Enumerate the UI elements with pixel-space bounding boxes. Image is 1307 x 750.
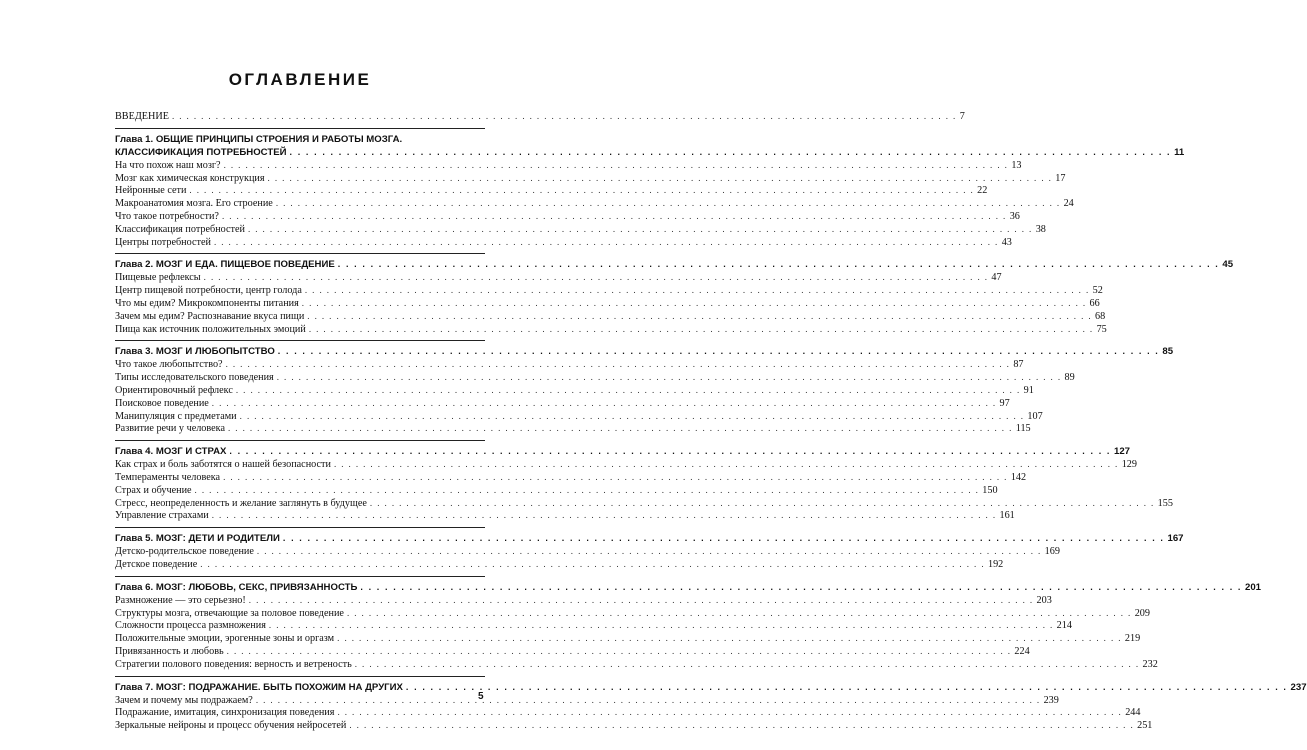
toc-entry-label: Мозг как химическая конструкция	[115, 172, 265, 184]
chapter-page: 237	[1290, 681, 1307, 693]
dot-leader	[302, 297, 1087, 310]
toc-entry[interactable]	[115, 645, 1030, 658]
toc-entry[interactable]	[115, 297, 1100, 310]
chapter-title: КЛАССИФИКАЦИЯ ПОТРЕБНОСТЕЙ	[115, 146, 287, 158]
dot-leader	[347, 607, 1132, 620]
dot-leader	[337, 632, 1122, 645]
toc-entry-page: 115	[1015, 423, 1031, 435]
toc-entry-label: Детское поведение	[115, 558, 198, 570]
toc-entry-page: 232	[1142, 658, 1158, 670]
toc-entry[interactable]	[115, 694, 1059, 707]
toc-entry-page: 87	[1013, 359, 1024, 371]
dot-leader	[268, 172, 1053, 185]
toc-entry-page: 22	[977, 185, 988, 197]
chapter-heading[interactable]	[115, 681, 1307, 694]
dot-leader	[307, 310, 1092, 323]
chapter-heading[interactable]	[115, 445, 1131, 458]
toc-entry[interactable]	[115, 371, 1075, 384]
toc-entry-page: 155	[1157, 497, 1173, 509]
toc-entry-page: 47	[991, 272, 1002, 284]
toc-entry[interactable]	[115, 397, 1010, 410]
toc-entry-label: Ориентировочный рефлекс	[115, 384, 233, 396]
dot-leader	[305, 284, 1090, 297]
toc-entry-label: Что такое потребности?	[115, 210, 219, 222]
dot-leader	[227, 645, 1012, 658]
toc-entry-label: Зачем мы едим? Распознавание вкуса пищи	[115, 310, 305, 322]
toc-entry[interactable]	[115, 210, 1020, 223]
toc-entry-label: Манипуляция с предметами	[115, 410, 237, 422]
dot-leader	[338, 258, 1220, 271]
chapter-heading[interactable]	[115, 532, 1184, 545]
chapter-divider	[115, 576, 485, 577]
toc-entry-label: Страх и обучение	[115, 484, 192, 496]
chapter-title: Глава 2. МОЗГ И ЕДА. ПИЩЕВОЕ ПОВЕДЕНИЕ	[115, 259, 335, 271]
toc-entry-page: 203	[1036, 594, 1052, 606]
toc-entry-page: 24	[1063, 198, 1074, 210]
toc-entry-page: 75	[1096, 323, 1107, 335]
dot-leader	[360, 581, 1242, 594]
toc-entry-page: 192	[987, 558, 1004, 570]
chapter-divider	[115, 340, 485, 341]
toc-entry-label: Подражание, имитация, синхронизация поведения	[115, 707, 335, 719]
toc-entry-label: Что такое любопытство?	[115, 359, 223, 371]
toc-entry[interactable]	[115, 236, 1012, 249]
toc-entry-label: Детско-родительское поведение	[115, 546, 254, 558]
dot-leader	[283, 532, 1165, 545]
toc-entry-label: Зеркальные нейроны и процесс обучения нейросетей	[115, 720, 347, 732]
chapter-page: 11	[1174, 146, 1185, 158]
dot-leader	[349, 719, 1134, 732]
toc-entry[interactable]	[115, 223, 1046, 236]
toc-entry-label: Зачем и почему мы подражаем?	[115, 694, 253, 706]
toc-entry-label: Положительные эмоции, эрогенные зоны и оргазм	[115, 633, 335, 645]
toc-entry[interactable]	[115, 384, 1034, 397]
toc-entry[interactable]	[115, 310, 1106, 323]
chapter-title: Глава 6. МОЗГ: ЛЮБОВЬ, СЕКС, ПРИВЯЗАННОСТЬ	[115, 581, 358, 593]
toc-entry-page: 43	[1001, 236, 1012, 248]
dot-leader	[276, 197, 1061, 210]
dot-leader	[278, 345, 1160, 358]
toc-entry-page: 91	[1023, 384, 1034, 396]
toc-entry-page: 66	[1089, 297, 1100, 309]
table-of-contents	[115, 110, 1307, 732]
dot-leader	[236, 384, 1021, 397]
chapter-title: Глава 7. МОЗГ: ПОДРАЖАНИЕ. БЫТЬ ПОХОЖИМ НА ДРУГИХ	[115, 681, 403, 693]
dot-leader	[212, 509, 997, 522]
chapter-divider	[115, 676, 485, 677]
chapter-page: 127	[1114, 446, 1131, 458]
dot-leader	[226, 358, 1011, 371]
toc-entry-page: 219	[1124, 633, 1141, 645]
dot-leader	[355, 658, 1140, 671]
toc-entry-label: Сложности процесса размножения	[115, 620, 266, 632]
chapter-heading[interactable]	[115, 258, 1234, 271]
dot-leader	[277, 371, 1062, 384]
toc-entry[interactable]	[115, 632, 1141, 645]
toc-entry-label: Размножение — это серьезно!	[115, 594, 246, 606]
toc-entry-label: Стратегии полового поведения: верность и ветреность	[115, 658, 352, 670]
toc-entry-label: Развитие речи у человека	[115, 423, 225, 435]
chapter-title: Глава 5. МОЗГ: ДЕТИ И РОДИТЕЛИ	[115, 533, 280, 545]
toc-entry[interactable]	[115, 619, 1072, 632]
dot-leader	[212, 397, 997, 410]
toc-entry-label: Стресс, неопределенность и желание заглянуть в будущее	[115, 497, 367, 509]
toc-entry[interactable]	[115, 706, 1141, 719]
chapter-heading[interactable]	[115, 581, 1262, 594]
chapter-divider	[115, 253, 485, 254]
toc-entry-label: Управление страхами	[115, 510, 209, 522]
toc-entry[interactable]	[115, 323, 1107, 336]
toc-entry-intro[interactable]	[115, 110, 965, 123]
toc-entry-page: 7	[959, 111, 965, 122]
toc-entry[interactable]	[115, 458, 1137, 471]
dot-leader	[406, 681, 1288, 694]
toc-entry[interactable]	[115, 509, 1015, 522]
toc-entry-label: Классификация потребностей	[115, 223, 245, 235]
toc-entry-page: 36	[1009, 210, 1020, 222]
toc-entry-page: 239	[1043, 694, 1059, 706]
toc-entry[interactable]	[115, 497, 1173, 510]
toc-entry-label: Типы исследовательского поведения	[115, 372, 274, 384]
toc-entry-page: 17	[1055, 172, 1066, 184]
toc-entry-label: Центр пищевой потребности, центр голода	[115, 285, 302, 297]
toc-entry-page: 150	[982, 484, 998, 496]
toc-entry[interactable]	[115, 358, 1024, 371]
toc-entry[interactable]	[115, 172, 1066, 185]
toc-entry-page: 169	[1044, 546, 1060, 558]
toc-entry-page: 97	[999, 397, 1010, 409]
dot-leader	[222, 210, 1007, 223]
toc-entry[interactable]	[115, 284, 1103, 297]
chapter-page: 85	[1162, 346, 1174, 358]
dot-leader	[224, 159, 1009, 172]
toc-entry-page: 107	[1027, 410, 1043, 422]
dot-leader	[257, 545, 1042, 558]
toc-entry[interactable]	[115, 607, 1150, 620]
dot-leader	[229, 445, 1111, 458]
toc-entry[interactable]	[115, 545, 1060, 558]
toc-entry-label: Макроанатомия мозга. Его строение	[115, 198, 273, 210]
chapter-page: 45	[1222, 259, 1234, 271]
chapter-page: 167	[1167, 533, 1184, 545]
chapter-divider	[115, 527, 485, 528]
dot-leader	[269, 619, 1054, 632]
dot-leader	[204, 271, 989, 284]
chapter-divider	[115, 440, 485, 441]
toc-entry[interactable]	[115, 594, 1052, 607]
dot-leader	[290, 146, 1172, 159]
toc-entry-page: 244	[1125, 707, 1141, 719]
toc-entry-page: 209	[1134, 607, 1150, 619]
chapter-title: Глава 3. МОЗГ И ЛЮБОПЫТСТВО	[115, 346, 275, 358]
toc-entry-page: 89	[1064, 372, 1075, 384]
dot-leader	[228, 422, 1013, 435]
chapter-divider	[115, 128, 485, 129]
toc-entry[interactable]	[115, 558, 1004, 571]
toc-entry-label: Поисковое поведение	[115, 397, 209, 409]
toc-entry-label: Темпераменты человека	[115, 471, 221, 483]
toc-entry-label: Нейронные сети	[115, 185, 187, 197]
toc-entry-label: Привязанность и любовь	[115, 645, 224, 657]
page-title: ОГЛАВЛЕНИЕ	[228, 70, 372, 89]
dot-leader	[370, 497, 1155, 510]
toc-entry-page: 68	[1095, 310, 1106, 322]
chapter-heading[interactable]	[115, 146, 1185, 159]
dot-leader	[189, 184, 974, 197]
toc-entry-label: Структуры мозга, отвечающие за половое поведение	[115, 607, 344, 619]
dot-leader	[249, 594, 1034, 607]
dot-leader	[309, 323, 1094, 336]
toc-entry[interactable]	[115, 471, 1027, 484]
toc-entry-page: 52	[1092, 285, 1103, 297]
toc-entry-label: Пища как источник положительных эмоций	[115, 323, 306, 335]
toc-entry[interactable]	[115, 658, 1158, 671]
toc-entry-label: Как страх и боль заботятся о нашей безопасности	[115, 459, 331, 471]
toc-entry-label: На что похож наш мозг?	[115, 159, 221, 171]
toc-entry[interactable]	[115, 422, 1031, 435]
toc-entry[interactable]	[115, 271, 1002, 284]
dot-leader	[214, 236, 999, 249]
dot-leader	[337, 706, 1122, 719]
toc-entry-page: 224	[1014, 645, 1030, 657]
toc-entry[interactable]	[115, 197, 1074, 210]
toc-entry[interactable]	[115, 159, 1022, 172]
toc-entry-page: 214	[1056, 620, 1072, 632]
toc-entry-label: Центры потребностей	[115, 236, 211, 248]
toc-entry-label: ВВЕДЕНИЕ	[115, 111, 169, 122]
dot-leader	[248, 223, 1033, 236]
chapter-title: Глава 4. МОЗГ И СТРАХ	[115, 446, 227, 458]
chapter-heading[interactable]	[115, 345, 1174, 358]
chapter-title-line[interactable]: Глава 1. ОБЩИЕ ПРИНЦИПЫ СТРОЕНИЯ И РАБОТЫ МОЗГА.	[115, 133, 403, 145]
toc-entry-page: 13	[1011, 159, 1022, 171]
dot-leader	[223, 471, 1008, 484]
dot-leader	[256, 694, 1041, 707]
toc-entry-label: Пищевые рефлексы	[115, 272, 201, 284]
toc-entry-page: 38	[1035, 223, 1046, 235]
toc-entry[interactable]	[115, 410, 1043, 423]
toc-entry[interactable]	[115, 484, 998, 497]
dot-leader	[172, 110, 957, 123]
dot-leader	[200, 558, 985, 571]
toc-entry-page: 161	[999, 510, 1015, 522]
chapter-page: 201	[1245, 581, 1262, 593]
toc-entry-page: 129	[1121, 459, 1137, 471]
toc-entry[interactable]	[115, 719, 1153, 732]
dot-leader	[334, 458, 1119, 471]
dot-leader	[195, 484, 980, 497]
page-number: 5	[478, 691, 484, 702]
dot-leader	[240, 410, 1025, 423]
toc-entry-page: 142	[1010, 471, 1027, 483]
toc-entry-label: Что мы едим? Микрокомпоненты питания	[115, 297, 299, 309]
toc-entry-page: 251	[1137, 720, 1153, 732]
toc-entry[interactable]	[115, 184, 988, 197]
